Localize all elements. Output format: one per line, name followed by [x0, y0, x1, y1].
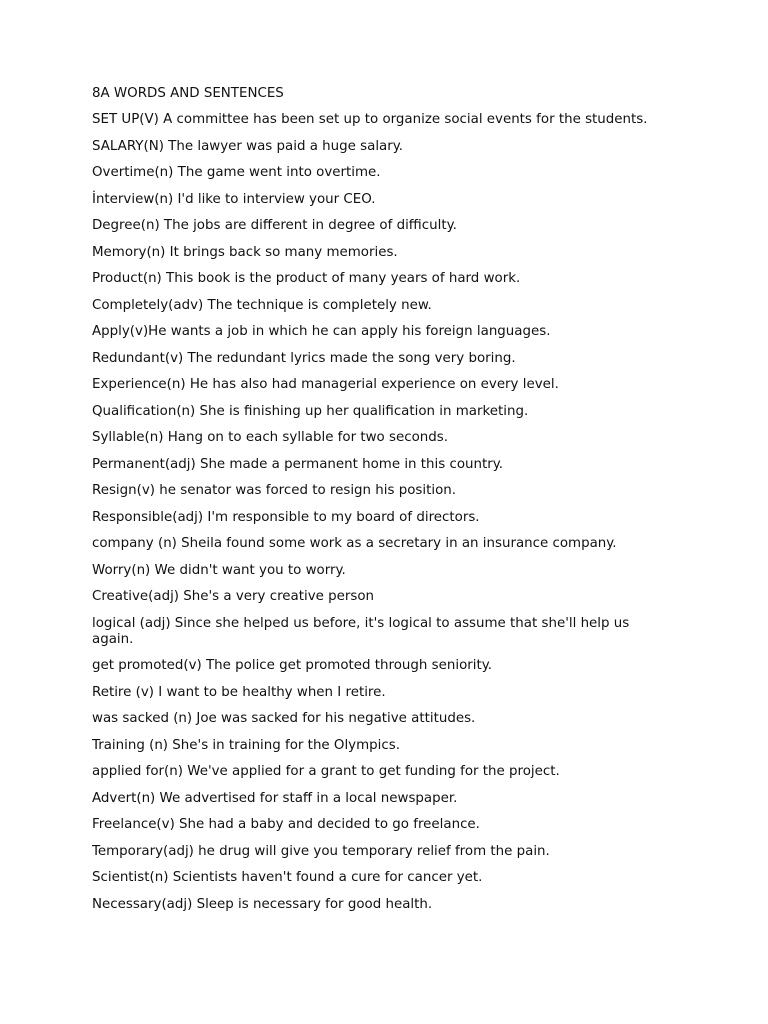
vocabulary-entry: Apply(v)He wants a job in which he can apply his foreign languages.: [92, 324, 551, 339]
vocabulary-entry: Overtime(n) The game went into overtime.: [92, 165, 381, 180]
vocabulary-entry: Memory(n) It brings back so many memories.: [92, 244, 398, 260]
vocabulary-entry: company (n) Sheila found some work as a secretary in an insurance company.: [92, 536, 617, 551]
vocabulary-entry: Scientist(n) Scientists haven't found a cure for cancer yet.: [92, 870, 483, 885]
vocabulary-entry: Qualification(n) She is finishing up her qualification in marketing.: [92, 403, 529, 419]
vocabulary-entry: get promoted(v) The police get promoted through seniority.: [92, 658, 493, 673]
vocabulary-entry: Degree(n) The jobs are different in degree of difficulty.: [92, 218, 457, 233]
vocabulary-entry: Responsible(adj) I'm responsible to my board of directors.: [92, 509, 480, 525]
vocabulary-entry: SET UP(V) A committee has been set up to organize social events for the students.: [92, 112, 648, 127]
vocabulary-entry: logical (adj) Since she helped us before, it's logical to assume that she'll help us again.: [92, 615, 630, 647]
vocabulary-entry: Syllable(n) Hang on to each syllable for two seconds.: [92, 430, 448, 445]
document-body: [92, 86, 672, 923]
vocabulary-entry: Experience(n) He has also had managerial experience on every level.: [92, 377, 559, 392]
vocabulary-entry: was sacked (n) Joe was sacked for his negative attitudes.: [92, 711, 476, 726]
vocabulary-entry: Freelance(v) She had a baby and decided to go freelance.: [92, 817, 480, 832]
vocabulary-entry: Creative(adj) She's a very creative person: [92, 589, 375, 604]
vocabulary-entry: applied for(n) We've applied for a grant to get funding for the project.: [92, 764, 560, 779]
vocabulary-entry: Training (n) She's in training for the Olympics.: [92, 737, 400, 753]
vocabulary-entry: Permanent(adj) She made a permanent home in this country.: [92, 456, 504, 472]
vocabulary-entry: Temporary(adj) he drug will give you temporary relief from the pain.: [92, 843, 550, 859]
vocabulary-entry: Retire (v) I want to be healthy when I retire.: [92, 684, 386, 700]
vocabulary-entry: Necessary(adj) Sleep is necessary for good health.: [92, 896, 433, 912]
vocabulary-entry: Advert(n) We advertised for staff in a local newspaper.: [92, 790, 458, 806]
vocabulary-entry: Completely(adv) The technique is completely new.: [92, 297, 432, 313]
document-title: 8A WORDS AND SENTENCES: [92, 86, 284, 101]
vocabulary-entry: İnterview(n) I'd like to interview your CEO.: [92, 191, 376, 207]
vocabulary-list: [92, 112, 672, 913]
vocabulary-entry: Redundant(v) The redundant lyrics made the song very boring.: [92, 350, 516, 366]
vocabulary-entry: SALARY(N) The lawyer was paid a huge salary.: [92, 138, 404, 154]
vocabulary-entry: Resign(v) he senator was forced to resign his position.: [92, 483, 457, 498]
vocabulary-entry: Worry(n) We didn't want you to worry.: [92, 562, 346, 578]
vocabulary-entry: Product(n) This book is the product of many years of hard work.: [92, 271, 521, 286]
